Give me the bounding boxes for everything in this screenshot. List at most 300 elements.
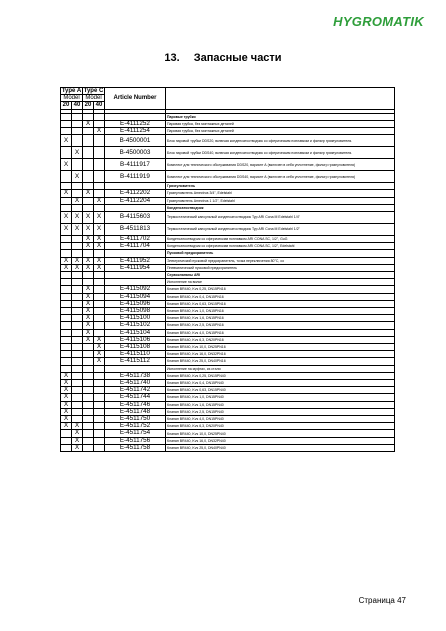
model-mark-cell: [61, 113, 72, 120]
table-row: [61, 351, 395, 358]
model-mark-cell: [83, 379, 94, 386]
description-cell: Пневматический пусковой предохранитель: [166, 264, 395, 271]
description-cell: Конденсатоотводчик со сферическим поплавком ARI CONA SC, 1/2", Edelstahl: [166, 243, 395, 250]
article-number-cell: E-4115092: [105, 286, 166, 293]
header-type-c: Type C: [83, 88, 104, 94]
model-mark-cell: [94, 147, 105, 159]
model-mark-cell: X: [94, 264, 105, 271]
model-mark-cell: [94, 286, 105, 293]
table-row: [61, 286, 395, 293]
logo-part-matik: MATIK: [382, 14, 424, 29]
section-title: Запасные части: [193, 52, 282, 64]
article-number-cell: E-4511740: [105, 379, 166, 386]
article-number-cell: E-4111704: [105, 243, 166, 250]
table-row: [61, 322, 395, 329]
article-number-cell: E-4112204: [105, 197, 166, 204]
article-number-cell: E-4511742: [105, 387, 166, 394]
article-number-cell: E-4115102: [105, 322, 166, 329]
article-number-cell: [105, 250, 166, 257]
model-mark-cell: [94, 183, 105, 190]
model-mark-cell: X: [72, 197, 83, 204]
description-cell: Термостатический капсульный конденсатоотводчик Typ ARI Cona M Edelstahl 1/4": [166, 211, 395, 223]
model-mark-cell: X: [61, 372, 72, 379]
table-row: [61, 223, 395, 235]
description-cell: Конденсатоотводчик: [166, 204, 395, 211]
model-mark-cell: [94, 300, 105, 307]
model-mark-cell: [72, 286, 83, 293]
description-cell: Электрический пусковой предохранитель, точка переключения 80°C, со: [166, 257, 395, 264]
model-mark-cell: [94, 307, 105, 314]
model-mark-cell: [83, 387, 94, 394]
model-mark-cell: [83, 147, 94, 159]
model-mark-cell: [72, 293, 83, 300]
table-row: [61, 250, 395, 257]
model-mark-cell: [72, 372, 83, 379]
article-number-cell: E-4115108: [105, 343, 166, 350]
logo-part-hygro: HYGRO: [333, 14, 383, 29]
model-mark-cell: X: [72, 264, 83, 271]
table-row: [61, 444, 395, 451]
model-mark-cell: [94, 437, 105, 444]
table-body: [61, 109, 395, 451]
table-row: [61, 430, 395, 437]
model-mark-cell: [94, 408, 105, 415]
model-mark-cell: [94, 250, 105, 257]
table-row: [61, 300, 395, 307]
description-cell: Сервоклапаны ARI: [166, 271, 395, 278]
model-mark-cell: [83, 394, 94, 401]
model-mark-cell: X: [83, 300, 94, 307]
article-number-cell: B-4511813: [105, 223, 166, 235]
model-mark-cell: [61, 204, 72, 211]
model-mark-cell: [72, 336, 83, 343]
table-row: [61, 135, 395, 147]
description-cell: Паровые трубки: [166, 113, 395, 120]
table-row: [61, 365, 395, 372]
model-mark-cell: [61, 444, 72, 451]
model-mark-cell: X: [72, 444, 83, 451]
model-mark-cell: X: [83, 235, 94, 242]
model-mark-cell: [94, 444, 105, 451]
model-mark-cell: X: [94, 358, 105, 365]
model-mark-cell: [72, 159, 83, 171]
section-heading: [0, 52, 446, 64]
article-number-cell: E-4511758: [105, 444, 166, 451]
model-mark-cell: X: [72, 257, 83, 264]
article-number-cell: E-4111252: [105, 120, 166, 127]
model-mark-cell: X: [94, 351, 105, 358]
model-mark-cell: [61, 437, 72, 444]
table-row: [61, 171, 395, 183]
description-cell: Грязеуловитель Amectrus 3/4", Edelstahl: [166, 190, 395, 197]
section-number: 13.: [164, 52, 180, 64]
article-number-cell: B-4111919: [105, 171, 166, 183]
article-number-cell: E-4115110: [105, 351, 166, 358]
article-number-cell: E-4115112: [105, 358, 166, 365]
model-mark-cell: X: [94, 257, 105, 264]
model-mark-cell: X: [72, 437, 83, 444]
hygromatik-logo: [333, 14, 424, 29]
table-row: [61, 211, 395, 223]
model-mark-cell: [72, 190, 83, 197]
article-number-cell: E-4112202: [105, 190, 166, 197]
model-mark-cell: [61, 271, 72, 278]
model-mark-cell: X: [83, 211, 94, 223]
model-mark-cell: [61, 243, 72, 250]
model-mark-cell: [72, 183, 83, 190]
model-mark-cell: X: [61, 190, 72, 197]
table-row: [61, 279, 395, 286]
model-mark-cell: [61, 279, 72, 286]
model-mark-cell: X: [72, 171, 83, 183]
model-mark-cell: X: [61, 408, 72, 415]
article-number-cell: E-4511738: [105, 372, 166, 379]
description-cell: Клапан BR440, Kvs 25,0, DN40PN40: [166, 444, 395, 451]
model-mark-cell: [61, 336, 72, 343]
model-mark-cell: [72, 300, 83, 307]
table-row: [61, 423, 395, 430]
article-number-cell: E-4511756: [105, 437, 166, 444]
table-row: [61, 197, 395, 204]
model-mark-cell: [83, 365, 94, 372]
model-mark-cell: X: [61, 416, 72, 423]
model-mark-cell: X: [61, 135, 72, 147]
description-cell: Клапан BR440, Kvs 1,0, DN15PN40: [166, 394, 395, 401]
model-mark-cell: X: [61, 264, 72, 271]
header-size-a20: 20: [61, 102, 72, 109]
table-row: [61, 159, 395, 171]
model-mark-cell: [61, 120, 72, 127]
header-size-a40: 40: [72, 102, 83, 109]
model-mark-cell: X: [72, 211, 83, 223]
model-mark-cell: [83, 358, 94, 365]
article-number-cell: B-4500003: [105, 147, 166, 159]
model-mark-cell: [61, 307, 72, 314]
table-header-row-type: [61, 88, 395, 95]
model-mark-cell: [61, 286, 72, 293]
model-mark-cell: [83, 197, 94, 204]
model-mark-cell: [83, 408, 94, 415]
model-mark-cell: [83, 128, 94, 135]
model-mark-cell: [72, 243, 83, 250]
description-cell: Блок паровой трубки DDS40, включая конденсатоотводчик со сферическим поплавком и фильтр грязеуловителя.: [166, 147, 395, 159]
model-mark-cell: X: [72, 223, 83, 235]
description-cell: Паровая трубка, без монтажных деталей: [166, 120, 395, 127]
article-number-cell: E-4115094: [105, 293, 166, 300]
article-number-cell: [105, 271, 166, 278]
model-mark-cell: [61, 128, 72, 135]
model-mark-cell: [72, 408, 83, 415]
model-mark-cell: X: [83, 322, 94, 329]
description-cell: Клапан BR440, Kvs 0,4, DN15PN40: [166, 379, 395, 386]
header-description: [166, 88, 395, 110]
article-number-cell: E-4111954: [105, 264, 166, 271]
description-cell: Клапан BR440, Kvs 6,3, DN20PN16: [166, 336, 395, 343]
table-row: [61, 204, 395, 211]
article-number-cell: E-4111254: [105, 128, 166, 135]
model-mark-cell: [72, 351, 83, 358]
model-mark-cell: [94, 171, 105, 183]
model-mark-cell: X: [94, 235, 105, 242]
model-mark-cell: X: [83, 286, 94, 293]
model-mark-cell: [61, 250, 72, 257]
model-mark-cell: X: [83, 315, 94, 322]
model-mark-cell: [72, 120, 83, 127]
model-mark-cell: [61, 315, 72, 322]
model-mark-cell: X: [94, 211, 105, 223]
model-mark-cell: [94, 190, 105, 197]
table-row: [61, 257, 395, 264]
article-number-cell: E-4115106: [105, 336, 166, 343]
article-number-cell: E-4115098: [105, 307, 166, 314]
model-mark-cell: [83, 135, 94, 147]
article-number-cell: [105, 204, 166, 211]
description-cell: Блок паровой трубки DDS20, включая конденсатоотводчик со сферическим поплавком и фильтр грязеуловителя.: [166, 135, 395, 147]
table-row: [61, 387, 395, 394]
table-row: [61, 315, 395, 322]
table-row: [61, 113, 395, 120]
model-mark-cell: X: [61, 423, 72, 430]
table-row: [61, 264, 395, 271]
model-mark-cell: [61, 147, 72, 159]
description-cell: Клапан BR440, Kvs 2,5, DN15PN40: [166, 408, 395, 415]
article-number-cell: E-4511750: [105, 416, 166, 423]
model-mark-cell: X: [94, 243, 105, 250]
model-mark-cell: [94, 401, 105, 408]
model-mark-cell: [72, 135, 83, 147]
model-mark-cell: [83, 444, 94, 451]
article-number-cell: E-4511748: [105, 408, 166, 415]
description-cell: Клапан BR440, Kvs 0,25, DN15PN40: [166, 372, 395, 379]
model-mark-cell: [94, 315, 105, 322]
model-mark-cell: X: [61, 223, 72, 235]
model-mark-cell: [61, 300, 72, 307]
description-cell: Исполнение на муфтах, из стали: [166, 365, 395, 372]
model-mark-cell: [94, 372, 105, 379]
article-number-cell: E-4115100: [105, 315, 166, 322]
header-size-c40: 40: [94, 102, 105, 109]
model-mark-cell: [94, 423, 105, 430]
model-mark-cell: [83, 271, 94, 278]
table-row: [61, 358, 395, 365]
model-mark-cell: [94, 387, 105, 394]
model-mark-cell: X: [83, 329, 94, 336]
table-row: [61, 401, 395, 408]
model-mark-cell: X: [94, 343, 105, 350]
model-mark-cell: X: [83, 223, 94, 235]
table-row: [61, 271, 395, 278]
model-mark-cell: [61, 171, 72, 183]
table-row: [61, 437, 395, 444]
article-number-cell: B-4115603: [105, 211, 166, 223]
article-number-cell: E-4511744: [105, 394, 166, 401]
model-mark-cell: X: [83, 307, 94, 314]
model-mark-cell: [72, 379, 83, 386]
model-mark-cell: [72, 250, 83, 257]
model-mark-cell: [94, 379, 105, 386]
model-mark-cell: [72, 387, 83, 394]
model-mark-cell: X: [61, 401, 72, 408]
model-mark-cell: [94, 365, 105, 372]
table-row: [61, 379, 395, 386]
model-mark-cell: X: [61, 159, 72, 171]
model-mark-cell: [61, 351, 72, 358]
table-row: [61, 336, 395, 343]
model-mark-cell: X: [94, 197, 105, 204]
spare-parts-table: [60, 87, 395, 452]
model-mark-cell: X: [83, 264, 94, 271]
article-number-cell: E-4511754: [105, 430, 166, 437]
model-mark-cell: [83, 430, 94, 437]
model-mark-cell: [61, 329, 72, 336]
table-row: [61, 408, 395, 415]
article-number-cell: E-4111702: [105, 235, 166, 242]
table-row: [61, 293, 395, 300]
model-mark-cell: X: [83, 243, 94, 250]
table-row: [61, 190, 395, 197]
model-mark-cell: [83, 159, 94, 171]
model-mark-cell: [94, 113, 105, 120]
model-mark-cell: [83, 416, 94, 423]
model-mark-cell: [72, 358, 83, 365]
description-cell: Грязеуловитель: [166, 183, 395, 190]
header-model-a: Model: [61, 95, 83, 102]
model-mark-cell: [72, 401, 83, 408]
header-model-c: Model: [83, 95, 105, 102]
model-mark-cell: X: [61, 257, 72, 264]
description-cell: Паровая трубка, без монтажных деталей: [166, 128, 395, 135]
description-cell: Клапан BR440, Kvs 16,0, DN32PN16: [166, 351, 395, 358]
model-mark-cell: [72, 271, 83, 278]
description-cell: Комплект для технического обслуживания DDS20, вариант А (включен в себя уплотнение, фильтр грязеуловителя): [166, 159, 395, 171]
description-cell: Исполнение на вилке: [166, 279, 395, 286]
model-mark-cell: X: [94, 336, 105, 343]
model-mark-cell: [61, 322, 72, 329]
description-cell: Комплект для технического обслуживания DDS40, вариант А (включен в себя уплотнение, фильтр грязеуловителя): [166, 171, 395, 183]
model-mark-cell: [72, 365, 83, 372]
article-number-cell: B-4111917: [105, 159, 166, 171]
model-mark-cell: [72, 204, 83, 211]
description-cell: Конденсатоотводчик со сферическим поплавком ARI CONA SC, 1/2", GuG: [166, 235, 395, 242]
model-mark-cell: [72, 322, 83, 329]
table-row: [61, 128, 395, 135]
header-article-number: Article Number: [105, 88, 166, 110]
model-mark-cell: X: [61, 394, 72, 401]
article-number-cell: E-4511746: [105, 401, 166, 408]
model-mark-cell: [83, 401, 94, 408]
article-number-cell: B-4500001: [105, 135, 166, 147]
table-row: [61, 343, 395, 350]
model-mark-cell: [61, 343, 72, 350]
description-cell: Клапан BR440, Kvs 1,6, DN15PN16: [166, 315, 395, 322]
model-mark-cell: X: [61, 387, 72, 394]
model-mark-cell: [61, 235, 72, 242]
description-cell: Клапан BR440, Kvs 10,0, DN25PN16: [166, 343, 395, 350]
model-mark-cell: [83, 437, 94, 444]
model-mark-cell: X: [61, 379, 72, 386]
model-mark-cell: [94, 394, 105, 401]
model-mark-cell: [94, 159, 105, 171]
model-mark-cell: X: [72, 147, 83, 159]
article-number-cell: E-4115104: [105, 329, 166, 336]
model-mark-cell: [72, 394, 83, 401]
article-number-cell: E-4111952: [105, 257, 166, 264]
model-mark-cell: X: [83, 120, 94, 127]
model-mark-cell: [72, 315, 83, 322]
model-mark-cell: X: [83, 293, 94, 300]
model-mark-cell: [83, 343, 94, 350]
model-mark-cell: [72, 279, 83, 286]
model-mark-cell: [72, 343, 83, 350]
model-mark-cell: [83, 204, 94, 211]
model-mark-cell: X: [94, 128, 105, 135]
model-mark-cell: [94, 416, 105, 423]
description-cell: Клапан BR440, Kvs 0,63, DN15PN40: [166, 387, 395, 394]
description-cell: Клапан BR440, Kvs 1,0, DN15PN16: [166, 307, 395, 314]
model-mark-cell: [72, 113, 83, 120]
model-mark-cell: [61, 430, 72, 437]
article-number-cell: E-4511752: [105, 423, 166, 430]
page-number: Страница 47: [358, 596, 406, 605]
description-cell: Клапан BR440, Kvs 25,0, DN40PN16: [166, 358, 395, 365]
description-cell: Клапан BR440, Kvs 4,0, DN15PN16: [166, 329, 395, 336]
description-cell: Клапан BR440, Kvs 1,6, DN15PN40: [166, 401, 395, 408]
description-cell: Грязеуловитель Amectrus 1 1/2", Edelstahl: [166, 197, 395, 204]
model-mark-cell: [83, 250, 94, 257]
description-cell: Клапан BR440, Kvs 10,0, DN25PN40: [166, 430, 395, 437]
description-cell: Клапан BR440, Kvs 0,63, DN15PN16: [166, 300, 395, 307]
header-type-a: Type A: [61, 88, 82, 94]
model-mark-cell: X: [83, 190, 94, 197]
model-mark-cell: X: [83, 257, 94, 264]
model-mark-cell: X: [83, 336, 94, 343]
table-row: [61, 394, 395, 401]
model-mark-cell: [61, 358, 72, 365]
table-row: [61, 372, 395, 379]
description-cell: Термостатический капсульный конденсатоотводчик Typ ARI Cona M Edelstahl 1/2": [166, 223, 395, 235]
table-row: [61, 183, 395, 190]
table-row: [61, 416, 395, 423]
model-mark-cell: [94, 271, 105, 278]
model-mark-cell: X: [72, 423, 83, 430]
model-mark-cell: [94, 293, 105, 300]
model-mark-cell: [61, 293, 72, 300]
table-row: [61, 307, 395, 314]
description-cell: Пусковой предохранитель: [166, 250, 395, 257]
description-cell: Клапан BR440, Kvs 4,0, DN15PN40: [166, 416, 395, 423]
table-row: [61, 235, 395, 242]
description-cell: Клапан BR440, Kvs 0,4, DN15PN16: [166, 293, 395, 300]
model-mark-cell: [94, 135, 105, 147]
model-mark-cell: X: [72, 430, 83, 437]
table-row: [61, 120, 395, 127]
model-mark-cell: [72, 329, 83, 336]
model-mark-cell: [61, 197, 72, 204]
model-mark-cell: [94, 322, 105, 329]
model-mark-cell: X: [61, 211, 72, 223]
table-row: [61, 243, 395, 250]
table-row: [61, 329, 395, 336]
model-mark-cell: [72, 307, 83, 314]
model-mark-cell: [94, 430, 105, 437]
model-mark-cell: [83, 171, 94, 183]
description-cell: Клапан BR440, Kvs 6,3, DN20PN40: [166, 423, 395, 430]
table-row: [61, 147, 395, 159]
description-cell: Клапан BR440, Kvs 16,0, DN32PN40: [166, 437, 395, 444]
header-size-c20: 20: [83, 102, 94, 109]
article-number-cell: E-4115096: [105, 300, 166, 307]
model-mark-cell: X: [94, 223, 105, 235]
